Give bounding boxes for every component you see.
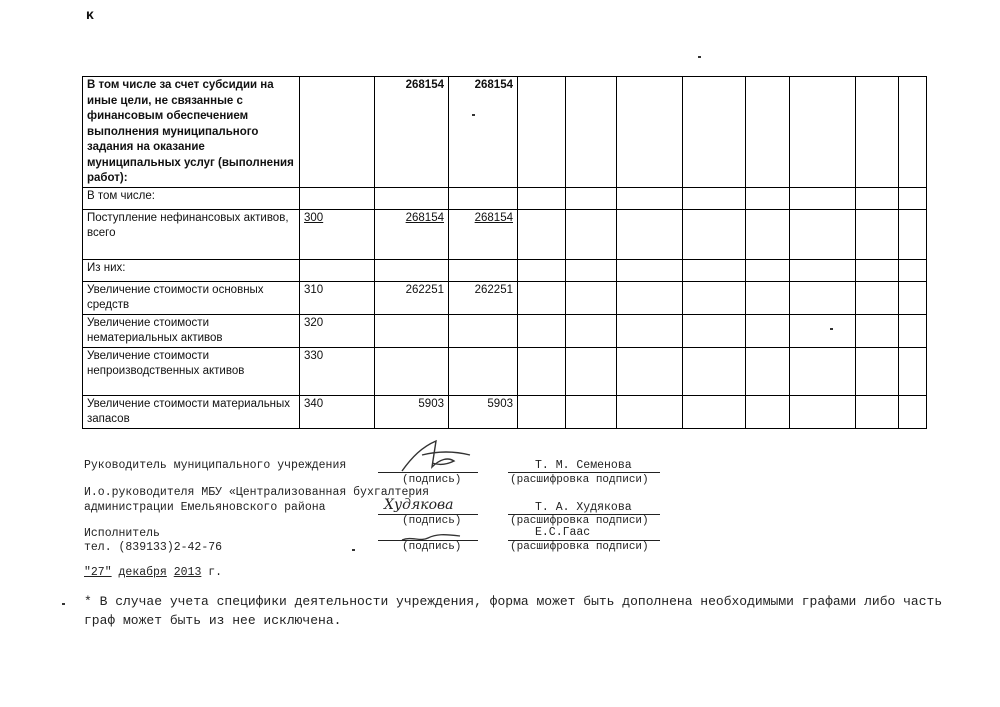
empty-cell [566,347,617,395]
row-value [449,347,518,395]
empty-cell [899,395,927,428]
empty-cell [617,77,683,188]
empty-cell [518,77,566,188]
empty-cell [683,314,746,347]
financial-table [82,76,927,429]
empty-cell [746,187,790,209]
empty-cell [518,187,566,209]
row-value: 5903 [375,395,449,428]
empty-cell [790,259,856,281]
head-title: Руководитель муниципального учреждения [84,459,347,472]
row-value: 268154 [375,77,449,188]
date-month: декабря [118,566,167,579]
empty-cell [856,77,899,188]
empty-cell [899,187,927,209]
empty-cell [790,395,856,428]
empty-cell [617,281,683,314]
empty-cell [518,314,566,347]
row-label: В том числе за счет субсидии на иные цели, не связанные с финансовым обеспечением выполнения муниципального задания на оказание муниципальных услуг (выполнения работ): [83,77,300,188]
head-decode-caption: (расшифровка подписи) [510,474,649,486]
executor-title: Исполнитель [84,527,160,540]
empty-cell [683,209,746,259]
empty-cell [746,347,790,395]
row-code [300,259,375,281]
empty-cell [683,77,746,188]
table-row [83,395,927,428]
row-value [375,187,449,209]
acting-title-1: И.о.руководителя МБУ «Централизованная бухгалтерия [84,486,430,499]
row-value: 268154 [449,77,518,188]
table-row [83,187,927,209]
empty-cell [790,347,856,395]
empty-cell [617,314,683,347]
table-row [83,347,927,395]
empty-cell [790,314,856,347]
empty-cell [518,259,566,281]
row-label: Поступление нефинансовых активов, всего [83,209,300,259]
row-label: Увеличение стоимости основных средств [83,281,300,314]
executor-phone: тел. (839133)2-42-76 [84,541,223,554]
date-year: 2013 [173,566,202,579]
empty-cell [617,347,683,395]
empty-cell [899,209,927,259]
row-value [449,314,518,347]
empty-cell [617,395,683,428]
empty-cell [899,77,927,188]
head-name: Т. М. Семенова [535,459,632,472]
scan-speck [352,549,355,551]
empty-cell [617,209,683,259]
row-code [300,77,375,188]
executor-name: Е.С.Гаас [535,526,591,539]
document-date [84,566,222,579]
row-code: 320 [300,314,375,347]
empty-cell [746,209,790,259]
empty-cell [856,314,899,347]
row-value: 268154 [449,209,518,259]
table-row [83,77,927,188]
empty-cell [566,187,617,209]
row-value [375,347,449,395]
row-code: 340 [300,395,375,428]
empty-cell [856,187,899,209]
table-row [83,314,927,347]
row-value [375,314,449,347]
empty-cell [899,259,927,281]
head-signature-caption: (подпись) [402,474,462,486]
row-label: Увеличение стоимости непроизводственных активов [83,347,300,395]
empty-cell [566,77,617,188]
empty-cell [683,187,746,209]
scan-speck [698,56,701,58]
empty-cell [790,187,856,209]
head-name-line [508,472,660,473]
footnote: * В случае учета специфики деятельности учреждения, форма может быть дополнена необходимыми графами либо часть граф может быть из нее исключена. [84,594,943,628]
row-label: Увеличение стоимости нематериальных активов [83,314,300,347]
empty-cell [617,187,683,209]
row-value: 262251 [375,281,449,314]
empty-cell [617,259,683,281]
empty-cell [856,209,899,259]
row-value [449,187,518,209]
acting-decode-caption: (расшифровка подписи) [510,515,649,527]
empty-cell [566,259,617,281]
empty-cell [683,395,746,428]
row-label: Увеличение стоимости материальных запасов [83,395,300,428]
table-row [83,209,927,259]
empty-cell [746,395,790,428]
acting-title-2: администрации Емельяновского района [84,501,326,514]
empty-cell [683,347,746,395]
acting-name: Т. А. Худякова [535,501,632,514]
table-row [83,259,927,281]
corner-mark: ᴋ [86,6,94,22]
empty-cell [683,281,746,314]
row-code [300,187,375,209]
executor-signature-caption: (подпись) [402,541,462,553]
empty-cell [856,259,899,281]
head-signature-scribble [392,437,482,477]
row-value: 268154 [375,209,449,259]
date-day: "27" [84,566,112,579]
row-code: 300 [300,209,375,259]
empty-cell [899,281,927,314]
table-row [83,281,927,314]
empty-cell [566,209,617,259]
row-code: 310 [300,281,375,314]
empty-cell [566,281,617,314]
empty-cell [518,281,566,314]
empty-cell [746,314,790,347]
empty-cell [790,281,856,314]
empty-cell [566,395,617,428]
empty-cell [746,259,790,281]
empty-cell [518,347,566,395]
acting-signature-caption: (подпись) [402,515,462,527]
empty-cell [746,77,790,188]
row-label: В том числе: [83,187,300,209]
empty-cell [899,347,927,395]
empty-cell [518,395,566,428]
empty-cell [856,395,899,428]
empty-cell [899,314,927,347]
empty-cell [683,259,746,281]
empty-cell [856,281,899,314]
row-value: 5903 [449,395,518,428]
scan-speck [62,603,65,605]
empty-cell [746,281,790,314]
empty-cell [518,209,566,259]
executor-decode-caption: (расшифровка подписи) [510,541,649,553]
row-value [375,259,449,281]
acting-handwriting: Худякова [384,497,454,513]
empty-cell [566,314,617,347]
empty-cell [790,77,856,188]
row-value: 262251 [449,281,518,314]
empty-cell [790,209,856,259]
empty-cell [856,347,899,395]
row-label: Из них: [83,259,300,281]
row-value [449,259,518,281]
date-suffix: г. [208,566,223,579]
row-code: 330 [300,347,375,395]
